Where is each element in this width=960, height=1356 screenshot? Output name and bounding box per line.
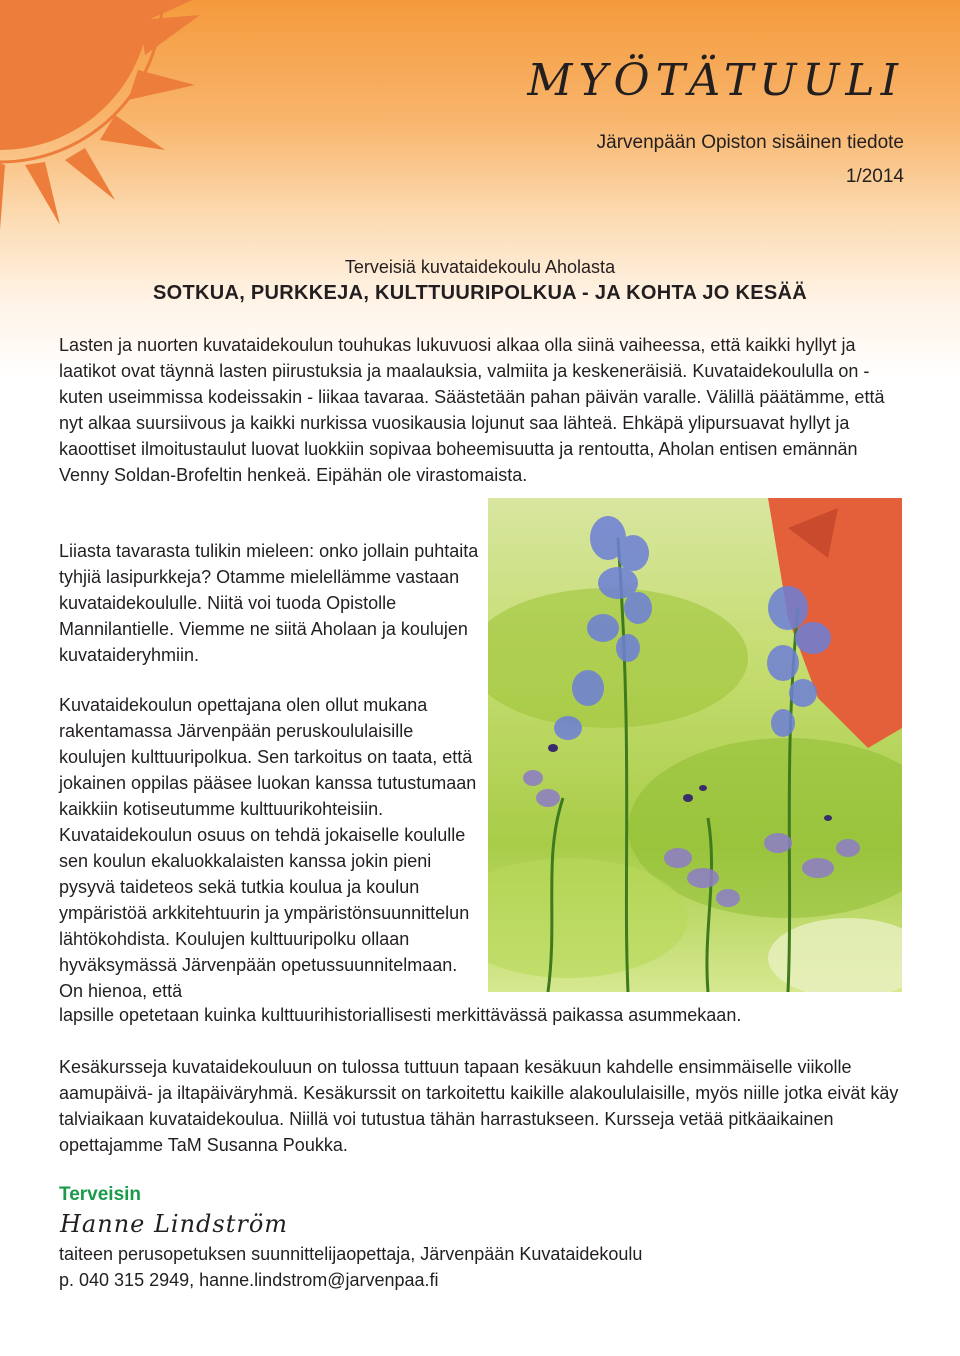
article-paragraph-4: Kesäkursseja kuvataidekouluun on tulossa tuttuun tapaan kesäkuun kahdelle ensimmäiselle viikolle aamupäivä- ja iltapäiväryhmä. Kesäkurssit on tarkoitettu kaikille alakoululaisille, myös niille jotka eivät käy talviaikaan kuvataidekoulua. Niillä voi tutustua tähän harrastukseen. Kursseja vetää pitkäaikainen opettajamme TaM Susanna Poukka. [59, 1057, 899, 1155]
newsletter-subtitle: Järvenpään Opiston sisäinen tiedote [596, 132, 904, 153]
masthead [527, 55, 904, 188]
article-paragraph-1: Lasten ja nuorten kuvataidekoulun touhukas lukuvuosi alkaa olla siinä vaiheessa, että kaikki hyllyt ja laatikot ovat täynnä lasten piirustuksia ja maalauksia, valmiita ja keskeneräisiä. Kuvataidekoululla on - kuten useimmissa kodeissakin - liikaa tavaraa. Säästetään pahan päivän varalle. Välillä päätämme, että nyt alkaa suursiivous ja kaikki nurkissa vuosikausia lojunut saa lähteä. Ehkäpä ylipursuavat hyllyt ja kaoottiset ilmoitustaulut luovat luokkiin sopivaa boheemisuutta ja rentoutta, Aholan entisen emännän Venny Soldan-Brofeltin henkeä. Eipähän ole virastomaista. [59, 335, 885, 485]
article-paragraph-2: Liiasta tavarasta tulikin mieleen: onko jollain puhtaita tyhjiä lasipurkkeja? Otamme mielellämme vastaan kuvataidekoululle. Niitä voi tuoda Opistolle Mannilantielle. Viemme ne siitä Aholaan ja koulujen kuvataideryhmiin. [59, 541, 479, 665]
author-signature: Hanne Lindström [60, 1210, 289, 1238]
article-paragraph-3: Kuvataidekoulun opettajana olen ollut mukana rakentamassa Järvenpään peruskoululaisille koulujen kulttuuripolkua. Sen tarkoitus on taata, että jokainen oppilas pääsee luokan kanssa tutustumaan kaikkiin kotiseutumme kulttuurikohteisiin. Kuvataidekoulun osuus on tehdä jokaiselle koululle sen koulun ekaluokkalaisten kanssa jokin pieni pysyvä taideteos sekä tutkia koulua ja koulun ympäristöä arkkitehtuurin ja ympäristönsuunnittelun lähtökohdista. Koulujen kulttuuripolku ollaan hyväksymässä Järvenpään opetussuunnitelmaan. On hienoa, että [59, 695, 477, 1001]
issue-number: 1/2014 [845, 166, 904, 187]
article-headline: SOTKUA, PURKKEJA, KULTTUURIPOLKUA - JA KOHTA JO KESÄÄ [152, 282, 808, 304]
article-paragraph-3-continued: lapsille opetetaan kuinka kulttuurihistoriallisesti merkittävässä paikassa asummekaan. [59, 1005, 742, 1025]
flower-painting-image [488, 498, 902, 992]
author-role: taiteen perusopetuksen suunnittelijaopettaja, Järvenpään Kuvataidekoulu [59, 1244, 643, 1264]
author-contact: p. 040 315 2949, hanne.lindstrom@jarvenpaa.fi [59, 1270, 439, 1290]
newsletter-title: MYÖTÄTUULI [527, 55, 904, 106]
article-kicker: Terveisiä kuvataidekoulu Aholasta [344, 257, 616, 277]
closing-greeting: Terveisin [59, 1184, 142, 1205]
sun-graphic [0, 0, 320, 280]
